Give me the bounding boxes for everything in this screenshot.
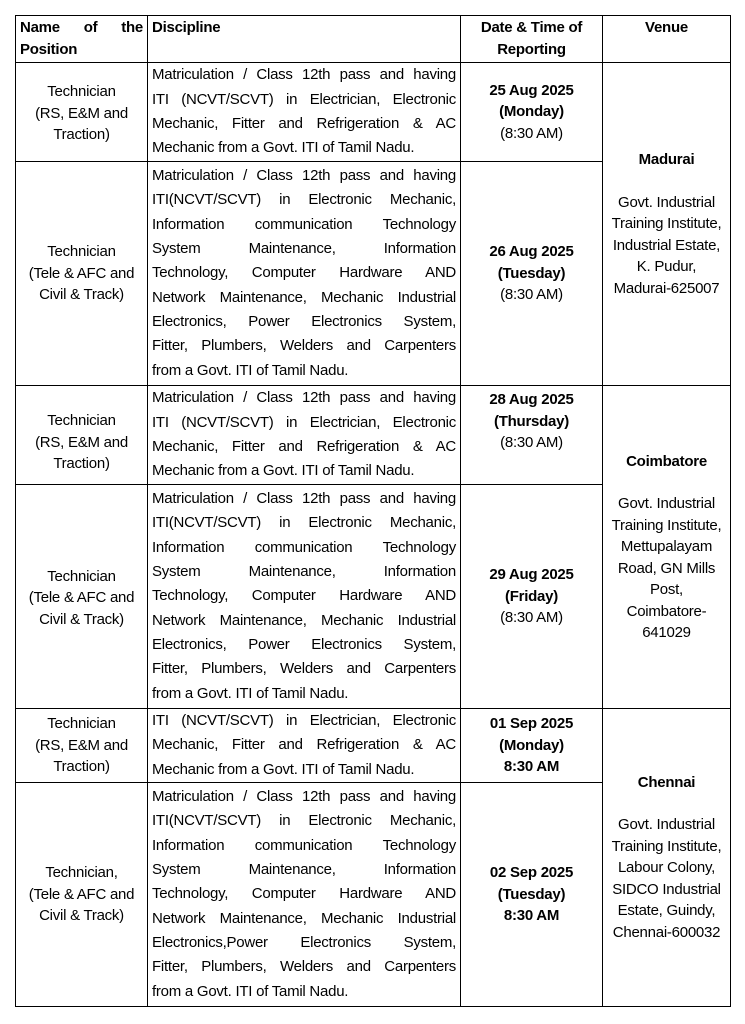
table-row — [16, 63, 731, 162]
header-venue: Venue — [603, 16, 731, 63]
discipline-cell: Matriculation / Class 12th pass and having ITI(NCVT/SCVT) in Electronic Mechanic, Information communication Technology System Maintenance, Information Technology, Computer Hardware AND Network Maintenance, Mechanic Industrial Electronics, Power Electronics System, Fitter, Plumbers, Welders and Carpenters from a Govt. ITI of Tamil Nadu. — [148, 485, 461, 709]
table-row — [16, 709, 731, 783]
datetime-cell: 29 Aug 2025 (Friday) (8:30 AM) — [461, 485, 603, 709]
position-cell: Technician (RS, E&M and Traction) — [16, 709, 148, 783]
discipline-cell: ITI (NCVT/SCVT) in Electrician, Electronic Mechanic, Fitter and Refrigeration & AC Mechanic from a Govt. ITI of Tamil Nadu. — [148, 709, 461, 783]
datetime-cell: 25 Aug 2025 (Monday) (8:30 AM) — [461, 63, 603, 162]
discipline-cell: Matriculation / Class 12th pass and having ITI (NCVT/SCVT) in Electrician, Electronic Mechanic, Fitter and Refrigeration & AC Mechanic from a Govt. ITI of Tamil Nadu. — [148, 386, 461, 485]
table-row — [16, 386, 731, 485]
venue-cell-coimbatore: Coimbatore Govt. Industrial Training Institute, Mettupalayam Road, GN Mills Post, Coimbatore- 641029 — [603, 386, 731, 709]
position-cell: Technician, (Tele & AFC and Civil & Track) — [16, 783, 148, 1007]
discipline-cell: Matriculation / Class 12th pass and having ITI(NCVT/SCVT) in Electronic Mechanic, Information communication Technology System Maintenance, Information Technology, Computer Hardware AND Network Maintenance, Mechanic Industrial Electronics,Power Electronics System, Fitter, Plumbers, Welders and Carpenters from a Govt. ITI of Tamil Nadu. — [148, 783, 461, 1007]
position-cell: Technician (Tele & AFC and Civil & Track) — [16, 162, 148, 386]
datetime-cell: 01 Sep 2025 (Monday) 8:30 AM — [461, 709, 603, 783]
venue-cell-madurai: Madurai Govt. Industrial Training Institute, Industrial Estate, K. Pudur, Madurai-625007 — [603, 63, 731, 386]
venue-cell-chennai: Chennai Govt. Industrial Training Institute, Labour Colony, SIDCO Industrial Estate, Guindy, Chennai-600032 — [603, 709, 731, 1007]
header-row — [16, 16, 731, 63]
datetime-cell: 28 Aug 2025 (Thursday) (8:30 AM) — [461, 386, 603, 485]
datetime-cell: 02 Sep 2025 (Tuesday) 8:30 AM — [461, 783, 603, 1007]
schedule-table — [15, 15, 731, 1007]
position-cell: Technician (RS, E&M and Traction) — [16, 386, 148, 485]
header-discipline: Discipline — [148, 16, 461, 63]
header-datetime: Date & Time of Reporting — [461, 16, 603, 63]
position-cell: Technician (RS, E&M and Traction) — [16, 63, 148, 162]
discipline-cell: Matriculation / Class 12th pass and having ITI(NCVT/SCVT) in Electronic Mechanic, Information communication Technology System Maintenance, Information Technology, Computer Hardware AND Network Maintenance, Mechanic Industrial Electronics, Power Electronics System, Fitter, Plumbers, Welders and Carpenters from a Govt. ITI of Tamil Nadu. — [148, 162, 461, 386]
discipline-cell: Matriculation / Class 12th pass and having ITI (NCVT/SCVT) in Electrician, Electronic Mechanic, Fitter and Refrigeration & AC Mechanic from a Govt. ITI of Tamil Nadu. — [148, 63, 461, 162]
header-position: Name of the Position — [16, 16, 148, 63]
position-cell: Technician (Tele & AFC and Civil & Track) — [16, 485, 148, 709]
datetime-cell: 26 Aug 2025 (Tuesday) (8:30 AM) — [461, 162, 603, 386]
